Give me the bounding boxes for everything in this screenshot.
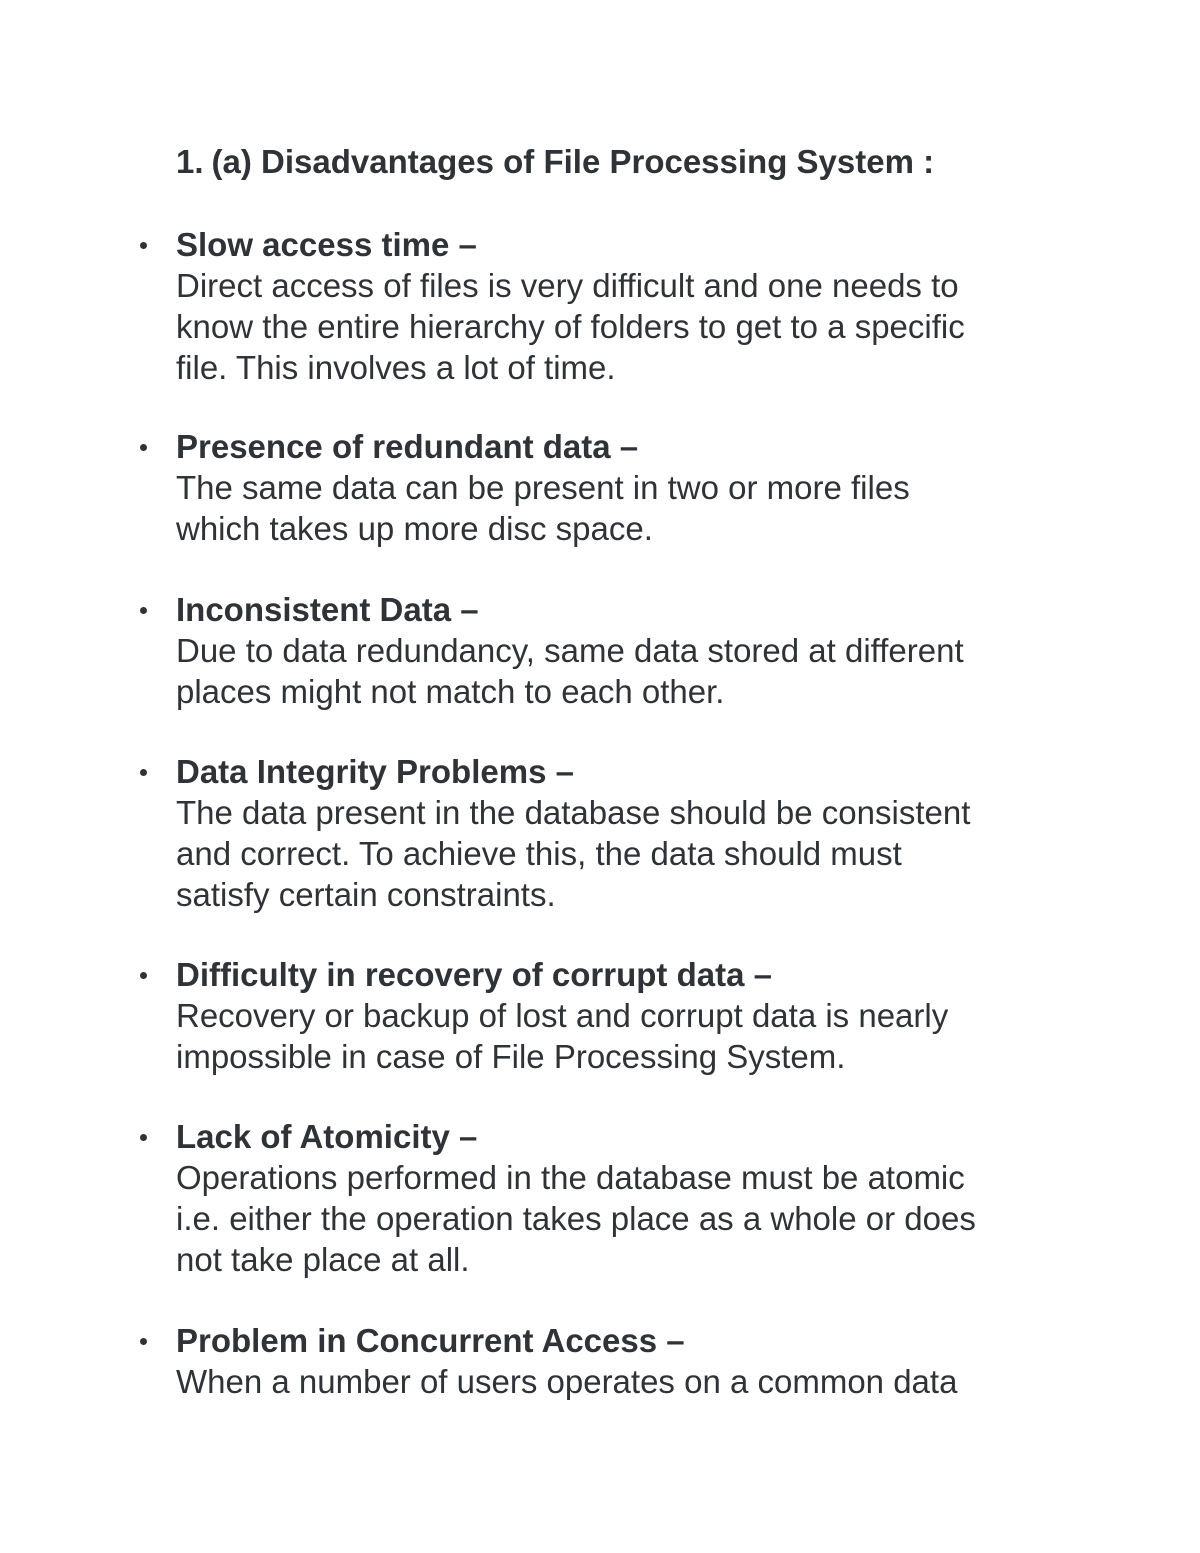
item-text: satisfy certain constraints. — [176, 876, 556, 913]
item-text: places might not match to each other. — [176, 673, 725, 710]
item-text: When a number of users operates on a common data — [176, 1363, 958, 1400]
item-text: Operations performed in the database must be atomic — [176, 1159, 965, 1196]
bullet-icon — [140, 1338, 147, 1345]
item-title: Data Integrity Problems – — [176, 753, 574, 790]
item-title: Difficulty in recovery of corrupt data – — [176, 956, 772, 993]
bullet-icon — [140, 444, 147, 451]
list-item — [0, 954, 1200, 1074]
heading-text: (a) Disadvantages of File Processing System : — [211, 143, 935, 180]
item-text: not take place at all. — [176, 1241, 470, 1278]
list-item — [0, 224, 1200, 384]
bullet-icon — [140, 972, 147, 979]
list-item — [0, 426, 1200, 546]
item-text: Direct access of files is very difficult and one needs to — [176, 267, 959, 304]
list-item — [0, 1116, 1200, 1276]
list-item — [0, 589, 1200, 709]
item-text: and correct. To achieve this, the data should must — [176, 835, 902, 872]
item-title: Problem in Concurrent Access – — [176, 1322, 685, 1359]
bullet-icon — [140, 607, 147, 614]
item-text: which takes up more disc space. — [176, 510, 653, 547]
bullet-icon — [140, 769, 147, 776]
bullet-icon — [140, 242, 147, 249]
item-title: Presence of redundant data – — [176, 428, 639, 465]
item-title: Lack of Atomicity – — [176, 1118, 478, 1155]
section-heading — [176, 141, 934, 182]
heading-number: 1. — [176, 143, 204, 180]
item-text: file. This involves a lot of time. — [176, 349, 616, 386]
list-item — [0, 751, 1200, 911]
item-text: Recovery or backup of lost and corrupt data is nearly — [176, 997, 949, 1034]
item-title: Inconsistent Data – — [176, 591, 479, 628]
item-text: impossible in case of File Processing System. — [176, 1038, 846, 1075]
item-text: i.e. either the operation takes place as a whole or does — [176, 1200, 976, 1237]
item-text: The same data can be present in two or more files — [176, 469, 910, 506]
item-text: know the entire hierarchy of folders to get to a specific — [176, 308, 965, 345]
item-text: The data present in the database should be consistent — [176, 794, 971, 831]
list-item — [0, 1320, 1200, 1400]
bullet-icon — [140, 1134, 147, 1141]
item-text: Due to data redundancy, same data stored at different — [176, 632, 964, 669]
item-title: Slow access time – — [176, 226, 477, 263]
